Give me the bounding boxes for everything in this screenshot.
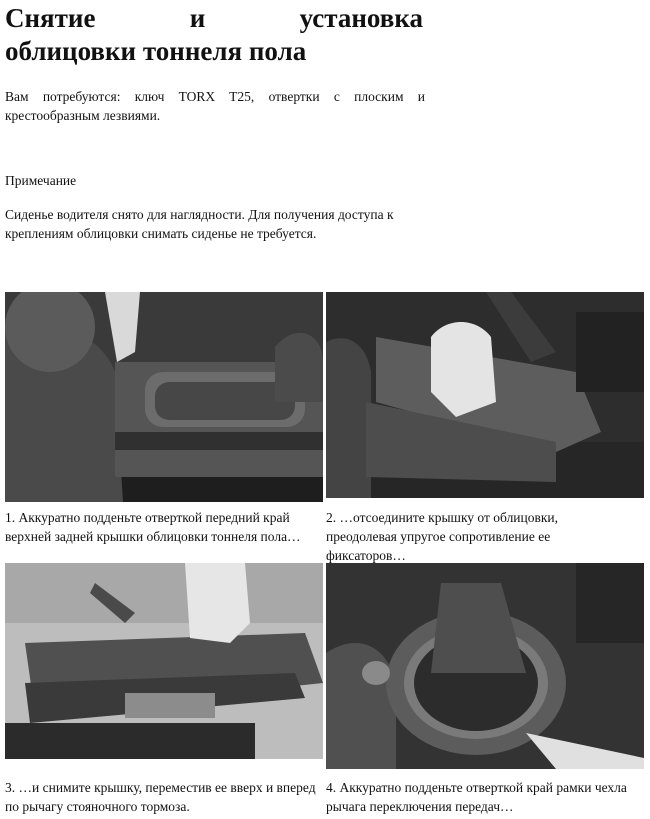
step-3-caption: 3. …и снимите крышку, переместив ее вверх и вперед по рычагу стояночного тормоза. xyxy=(5,780,316,814)
title-line-2: облицовки тоннеля пола xyxy=(5,36,307,66)
title-word-2: и xyxy=(189,3,206,33)
step-4-caption: 4. Аккуратно подденьте отверткой край рамки чехла рычага переключения передач… xyxy=(326,780,627,814)
title-word-1: Снятие xyxy=(5,3,96,33)
step-2-caption: 2. …отсоедините крышку от облицовки, преодолевая упругое сопротивление ее фиксаторов… xyxy=(326,510,559,563)
step-4-photo xyxy=(326,563,644,769)
step-3-photo xyxy=(5,563,323,759)
page-title xyxy=(5,2,423,68)
note-label: Примечание xyxy=(5,173,77,188)
note-text: Сиденье водителя снято для наглядности. Для получения доступа к креплениям облицовки снимать сиденье не требуется. xyxy=(5,207,394,241)
step-1-caption: 1. Аккуратно подденьте отверткой передний край верхней задней крышки облицовки тоннеля пола… xyxy=(5,510,301,544)
step-2-photo xyxy=(326,292,644,498)
step-1-photo xyxy=(5,292,323,502)
title-word-3: установка xyxy=(299,3,423,33)
title-line-1 xyxy=(5,2,423,35)
tools-required-text: Вам потребуются: ключ TORX T25, отвертки с плоским и крестообразным лезвиями. xyxy=(5,89,425,123)
